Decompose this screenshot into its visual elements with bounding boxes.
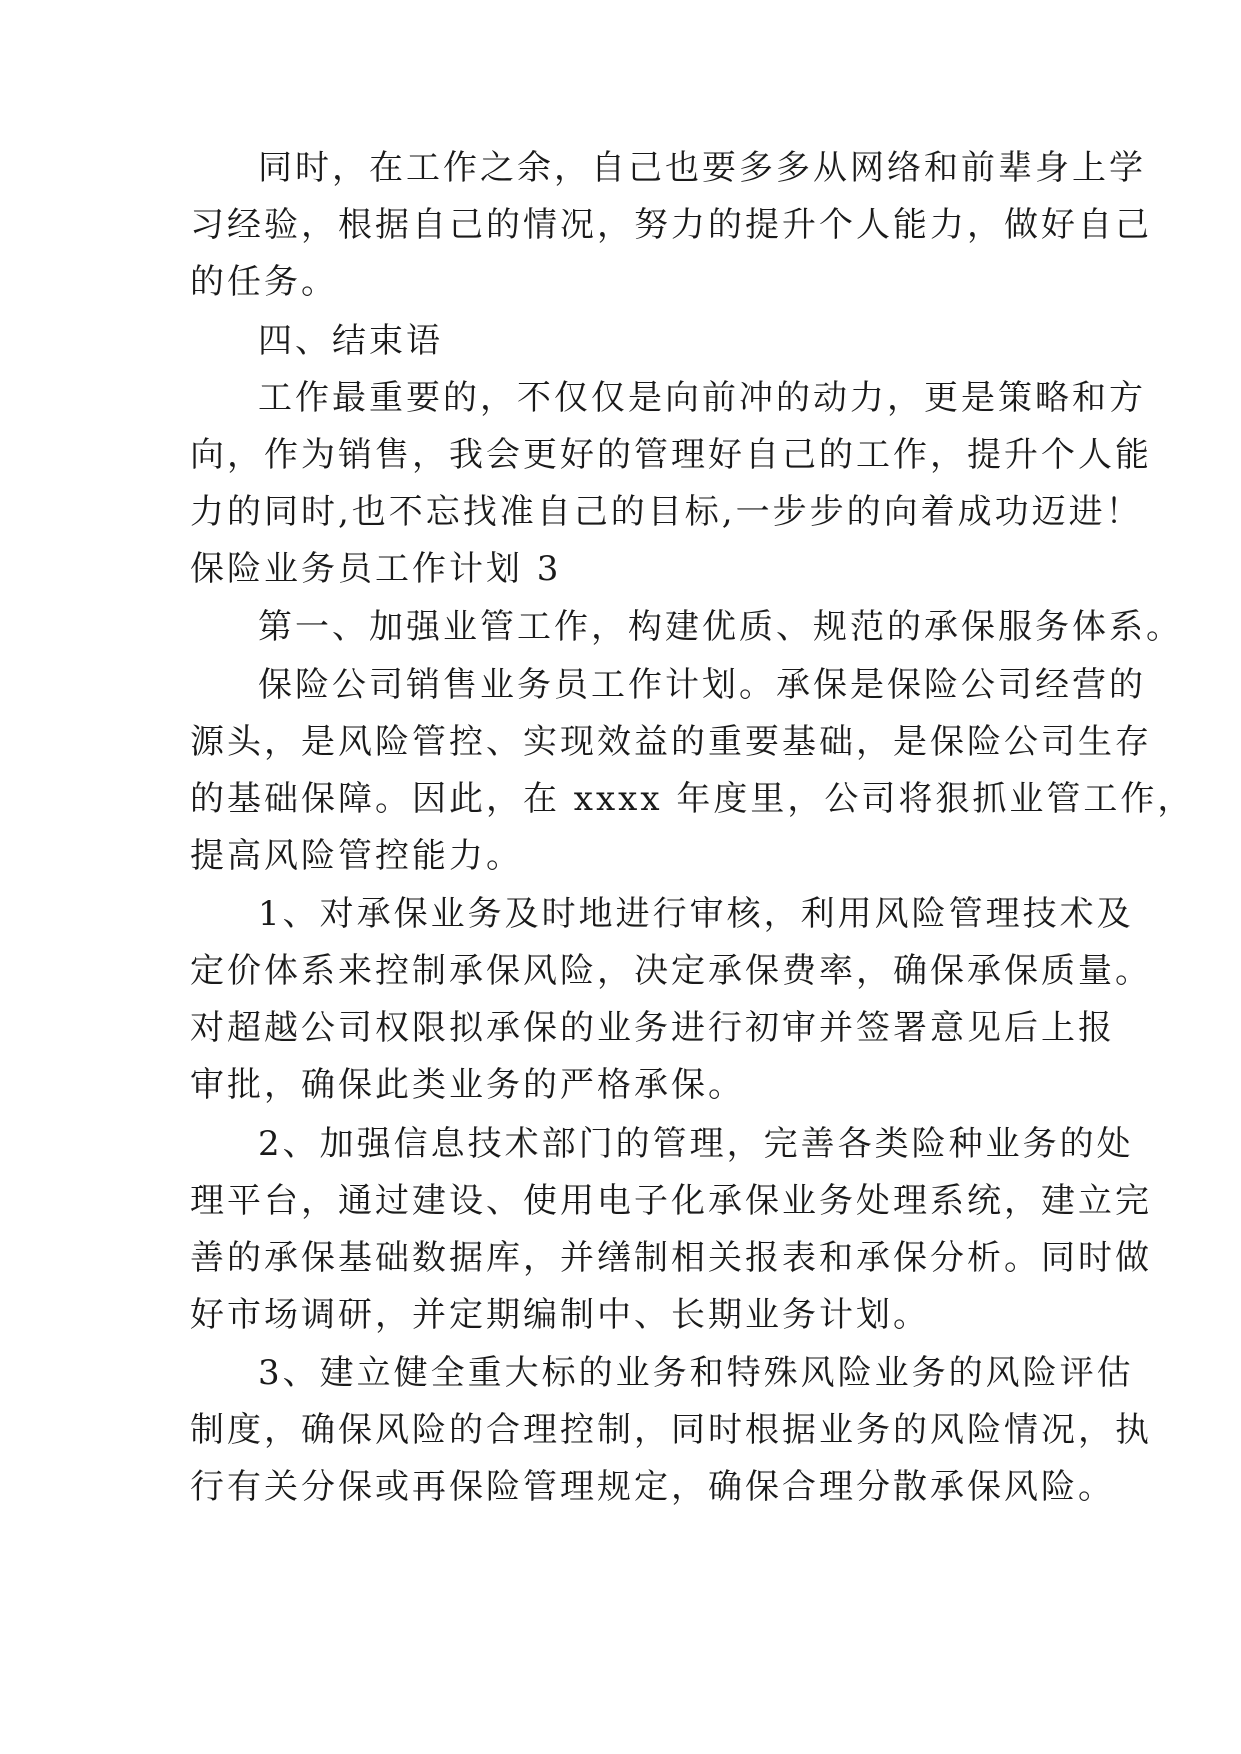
section-heading: 第一、加强业管工作，构建优质、规范的承保服务体系。 bbox=[258, 607, 1183, 647]
paragraph-line: 向，作为销售，我会更好的管理好自己的工作，提升个人能 bbox=[190, 435, 1152, 475]
paragraph-line: 源头，是风险管控、实现效益的重要基础，是保险公司生存 bbox=[190, 722, 1152, 762]
paragraph-line: 制度，确保风险的合理控制，同时根据业务的风险情况，执 bbox=[190, 1410, 1152, 1450]
paragraph-line: 同时，在工作之余，自己也要多多从网络和前辈身上学 bbox=[258, 148, 1146, 188]
paragraph-line: 理平台，通过建设、使用电子化承保业务处理系统，建立完 bbox=[190, 1181, 1152, 1221]
paragraph-line: 的任务。 bbox=[190, 262, 338, 302]
paragraph-line: 审批，确保此类业务的严格承保。 bbox=[190, 1065, 745, 1105]
paragraph-line: 习经验，根据自己的情况，努力的提升个人能力，做好自己 bbox=[190, 205, 1152, 245]
paragraph-line: 行有关分保或再保险管理规定，确保合理分散承保风险。 bbox=[190, 1467, 1115, 1507]
paragraph-line: 1、对承保业务及时地进行审核，利用风险管理技术及 bbox=[258, 894, 1134, 934]
paragraph-line: 善的承保基础数据库，并缮制相关报表和承保分析。同时做 bbox=[190, 1238, 1152, 1278]
paragraph-line: 对超越公司权限拟承保的业务进行初审并签署意见后上报 bbox=[190, 1008, 1115, 1048]
paragraph-line: 工作最重要的，不仅仅是向前冲的动力，更是策略和方 bbox=[258, 378, 1146, 418]
paragraph-line: 保险公司销售业务员工作计划。承保是保险公司经营的 bbox=[258, 665, 1146, 705]
paragraph-line: 好市场调研，并定期编制中、长期业务计划。 bbox=[190, 1295, 930, 1335]
paragraph-line: 3、建立健全重大标的业务和特殊风险业务的风险评估 bbox=[258, 1353, 1134, 1393]
paragraph-line: 2、加强信息技术部门的管理，完善各类险种业务的处 bbox=[258, 1124, 1134, 1164]
paragraph-line: 力的同时,也不忘找准自己的目标,一步步的向着成功迈进！ bbox=[190, 492, 1143, 532]
paragraph-line: 提高风险管控能力。 bbox=[190, 836, 523, 876]
paragraph-line: 定价体系来控制承保风险，决定承保费率，确保承保质量。 bbox=[190, 951, 1152, 991]
document-title: 保险业务员工作计划 3 bbox=[190, 549, 562, 589]
section-heading: 四、结束语 bbox=[258, 321, 443, 361]
paragraph-line: 的基础保障。因此，在 xxxx 年度里，公司将狠抓业管工作， bbox=[190, 779, 1195, 819]
